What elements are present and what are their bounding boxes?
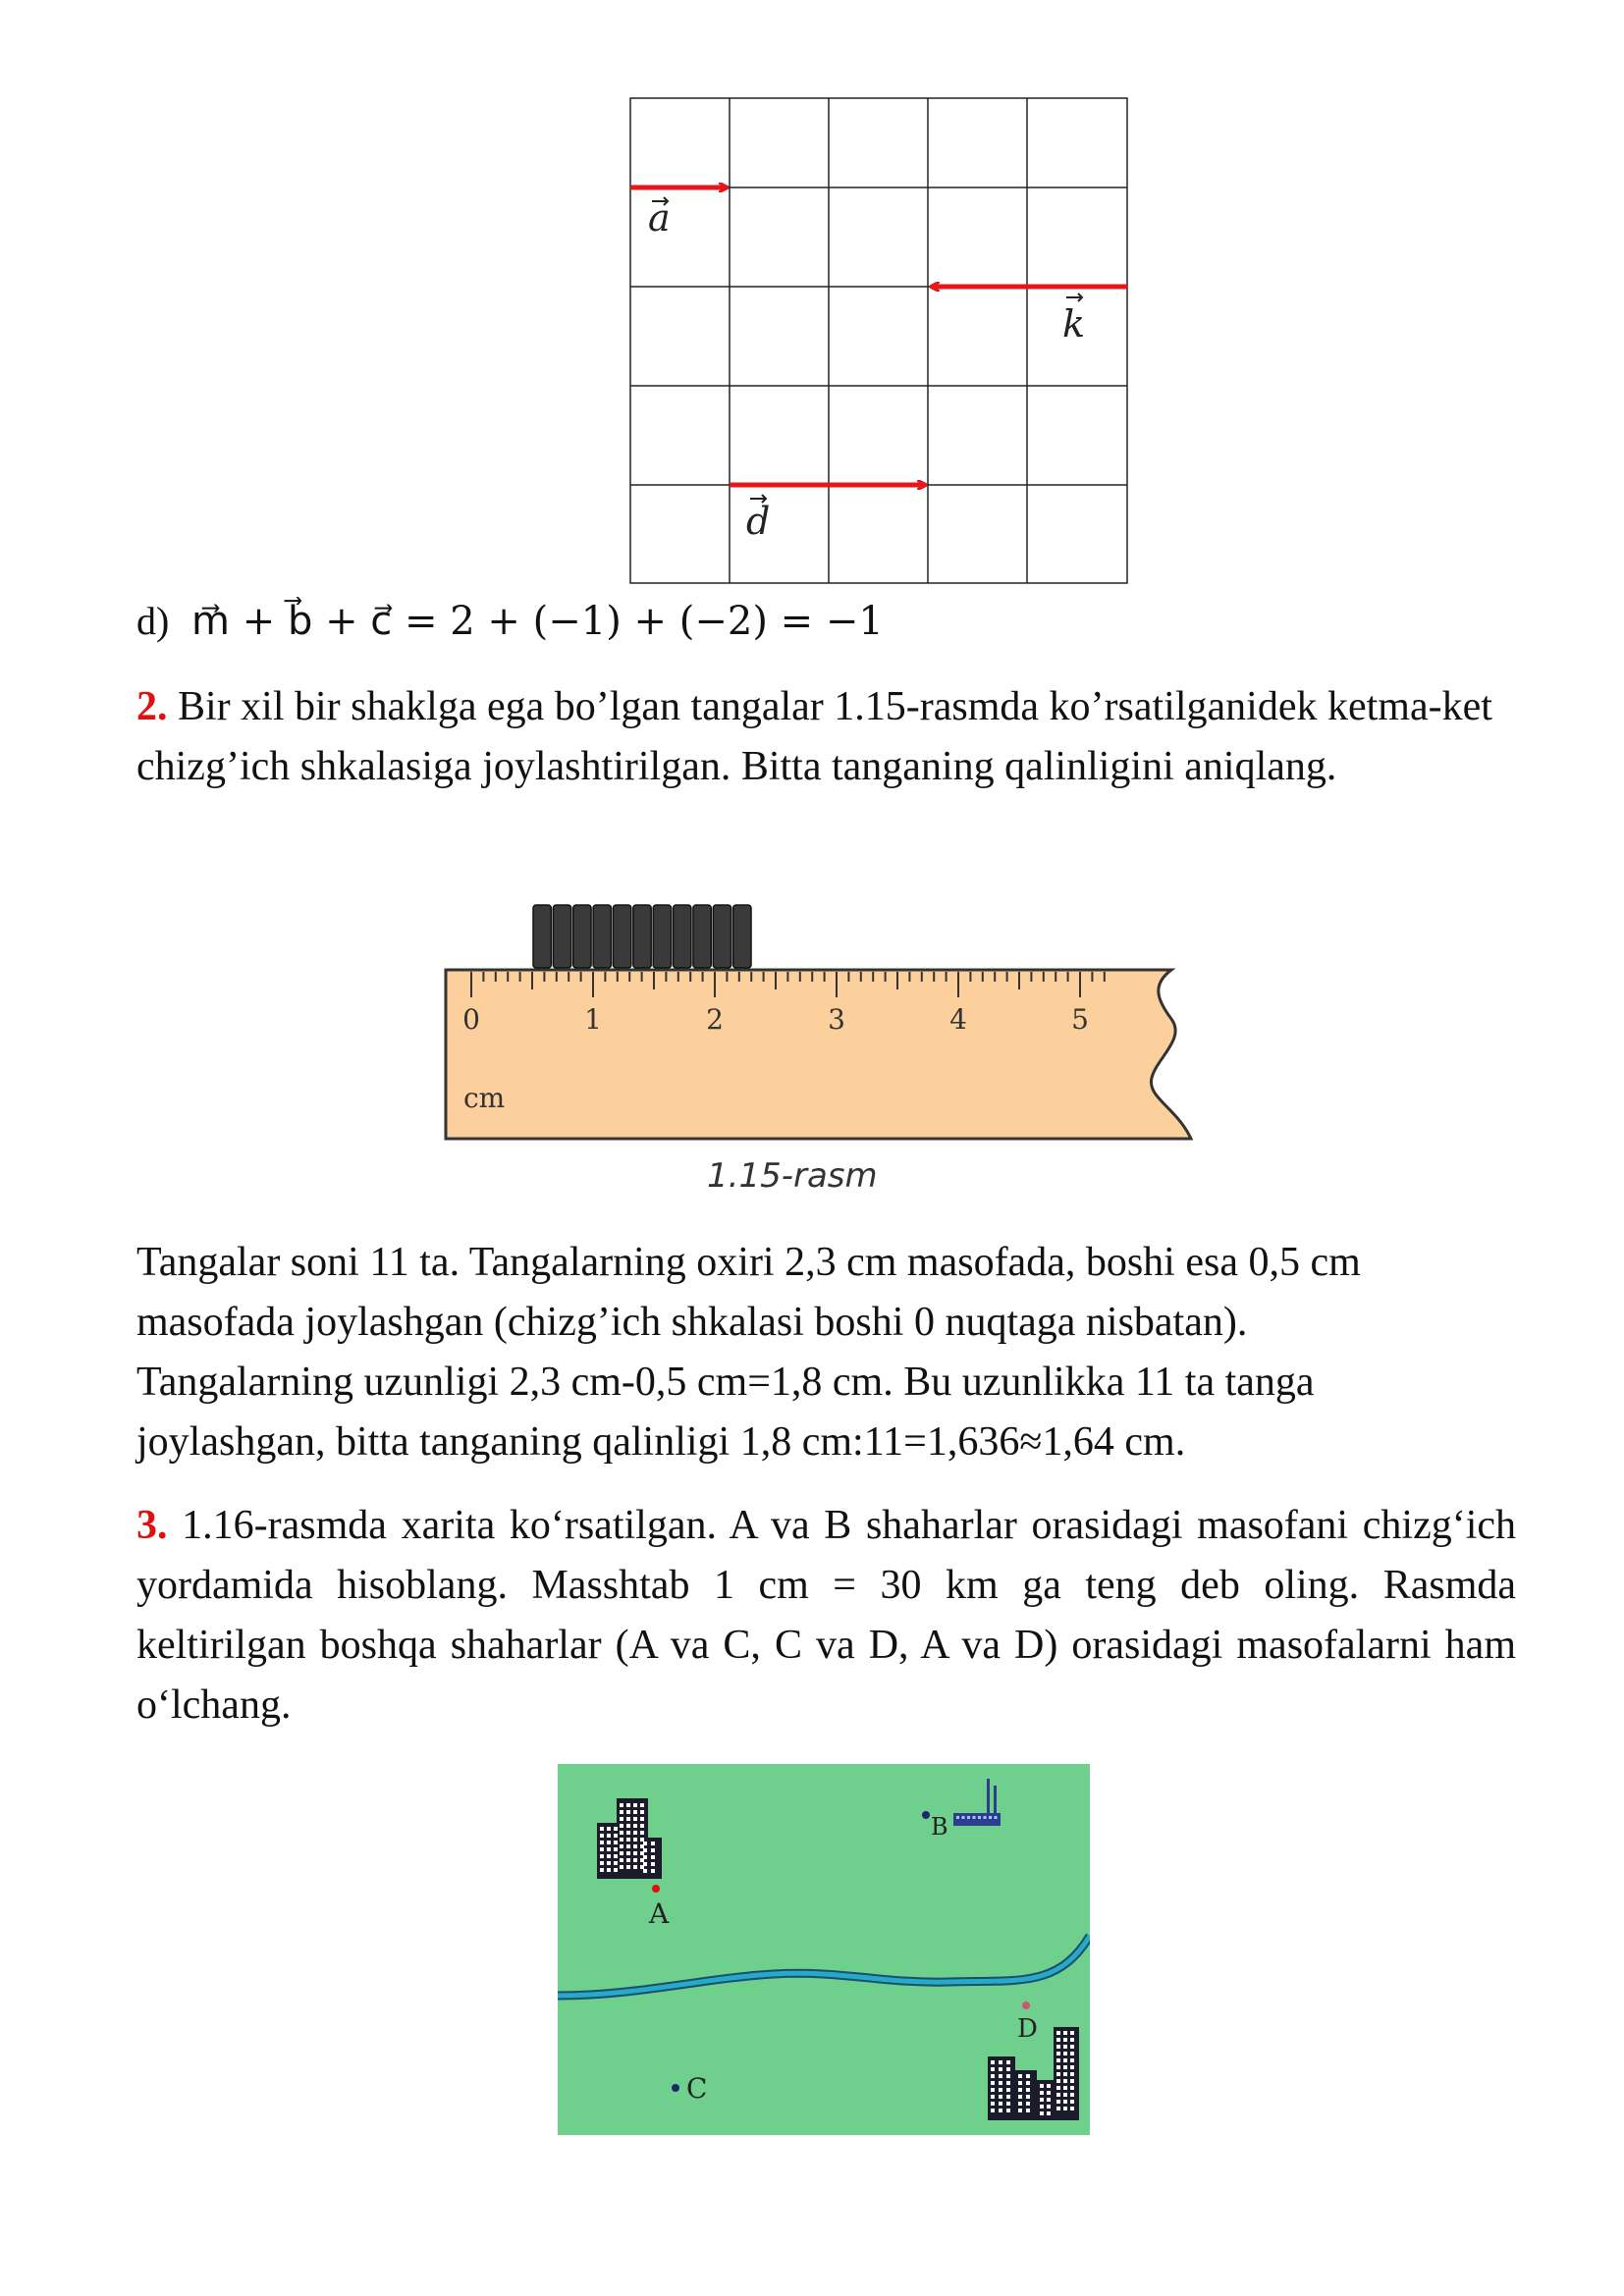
coin xyxy=(693,905,711,968)
answer-d-prefix: d) xyxy=(136,599,170,643)
problem-2-text: Bir xil bir shaklga ega bo’lgan tangalar 1.15-rasmda ko’rsatilganidek ketma-ket chizg’ich shkalasiga joylashtirilgan. Bitta tanganing qalinligini aniqlang. xyxy=(136,684,1492,789)
ruler-tick-label-0: 0 xyxy=(462,1003,480,1036)
coin xyxy=(593,905,611,968)
coin xyxy=(573,905,591,968)
svg-text:k: k xyxy=(1062,302,1086,346)
svg-text:a: a xyxy=(648,196,671,240)
city-a-dot xyxy=(652,1885,660,1893)
vector-d-label xyxy=(746,495,770,543)
ruler-tick-label-1: 1 xyxy=(584,1003,602,1036)
coin-stack xyxy=(533,905,751,968)
city-b-label: B xyxy=(931,1813,948,1841)
city-c-label: C xyxy=(686,2072,708,2105)
ruler-figure xyxy=(440,901,1196,1156)
problem-3-paragraph xyxy=(136,1496,1516,1735)
ruler-unit-label: cm xyxy=(463,1082,506,1114)
solution-2-line-2: masofada joylashgan (chizg’ich shkalasi boshi 0 nuqtaga nisbatan). xyxy=(136,1300,1248,1345)
solution-2-line-4: joylashgan, bitta tanganing qalinligi 1,8 cm:11=1,636≈1,64 cm. xyxy=(136,1419,1186,1465)
vector-a-label xyxy=(648,196,671,240)
ruler-tick-label-5: 5 xyxy=(1071,1003,1089,1036)
grid-lines xyxy=(630,98,1127,583)
problem-3-text: 1.16-rasmda xarita ko‘rsatilgan. A va B shaharlar orasidagi masofani chizg‘ich yordamida hisoblang. Masshtab 1 cm = 30 km ga teng deb oling. Rasmda keltirilgan boshqa shaharlar (A va C, C va D, A va D) orasidagi masofalarni ham o‘lchang. xyxy=(136,1503,1517,1728)
coin xyxy=(633,905,651,968)
problem-2-number: 2. xyxy=(136,684,168,729)
svg-text:d: d xyxy=(746,500,771,543)
answer-d-line xyxy=(136,591,1511,652)
ruler-tick-label-3: 3 xyxy=(828,1003,845,1036)
solution-2-line-1: Tangalar soni 11 ta. Tangalarning oxiri 2,3 cm masofada, boshi esa 0,5 cm xyxy=(136,1240,1361,1285)
problem-3-number: 3. xyxy=(136,1503,168,1548)
ruler-tick-label-2: 2 xyxy=(706,1003,724,1036)
coin xyxy=(713,905,731,968)
ruler-tick-label-4: 4 xyxy=(949,1003,967,1036)
coin xyxy=(674,905,691,968)
city-b-dot xyxy=(922,1811,930,1819)
vector-grid-figure xyxy=(628,96,1139,587)
solution-2-line-3: Tangalarning uzunligi 2,3 cm-0,5 cm=1,8 cm. Bu uzunlikka 11 ta tanga xyxy=(136,1360,1315,1405)
coin xyxy=(653,905,671,968)
city-d-dot xyxy=(1022,2002,1030,2009)
coin xyxy=(533,905,551,968)
vector-k-label xyxy=(1062,294,1085,346)
solution-2-paragraph xyxy=(136,1233,1531,1472)
city-c-dot xyxy=(672,2084,679,2092)
city-d-label: D xyxy=(1017,2014,1038,2044)
coin xyxy=(613,905,630,968)
coin xyxy=(733,905,751,968)
map-figure xyxy=(558,1764,1090,2135)
figure-1-15-caption: 1.15-rasm xyxy=(707,1156,878,1196)
problem-2-paragraph xyxy=(136,677,1506,797)
coin xyxy=(553,905,570,968)
city-a-label: A xyxy=(649,1897,670,1930)
answer-d-equation: m⃗ + b⃗ + c⃗ = 2 + (−1) + (−2) = −1 xyxy=(191,599,884,644)
